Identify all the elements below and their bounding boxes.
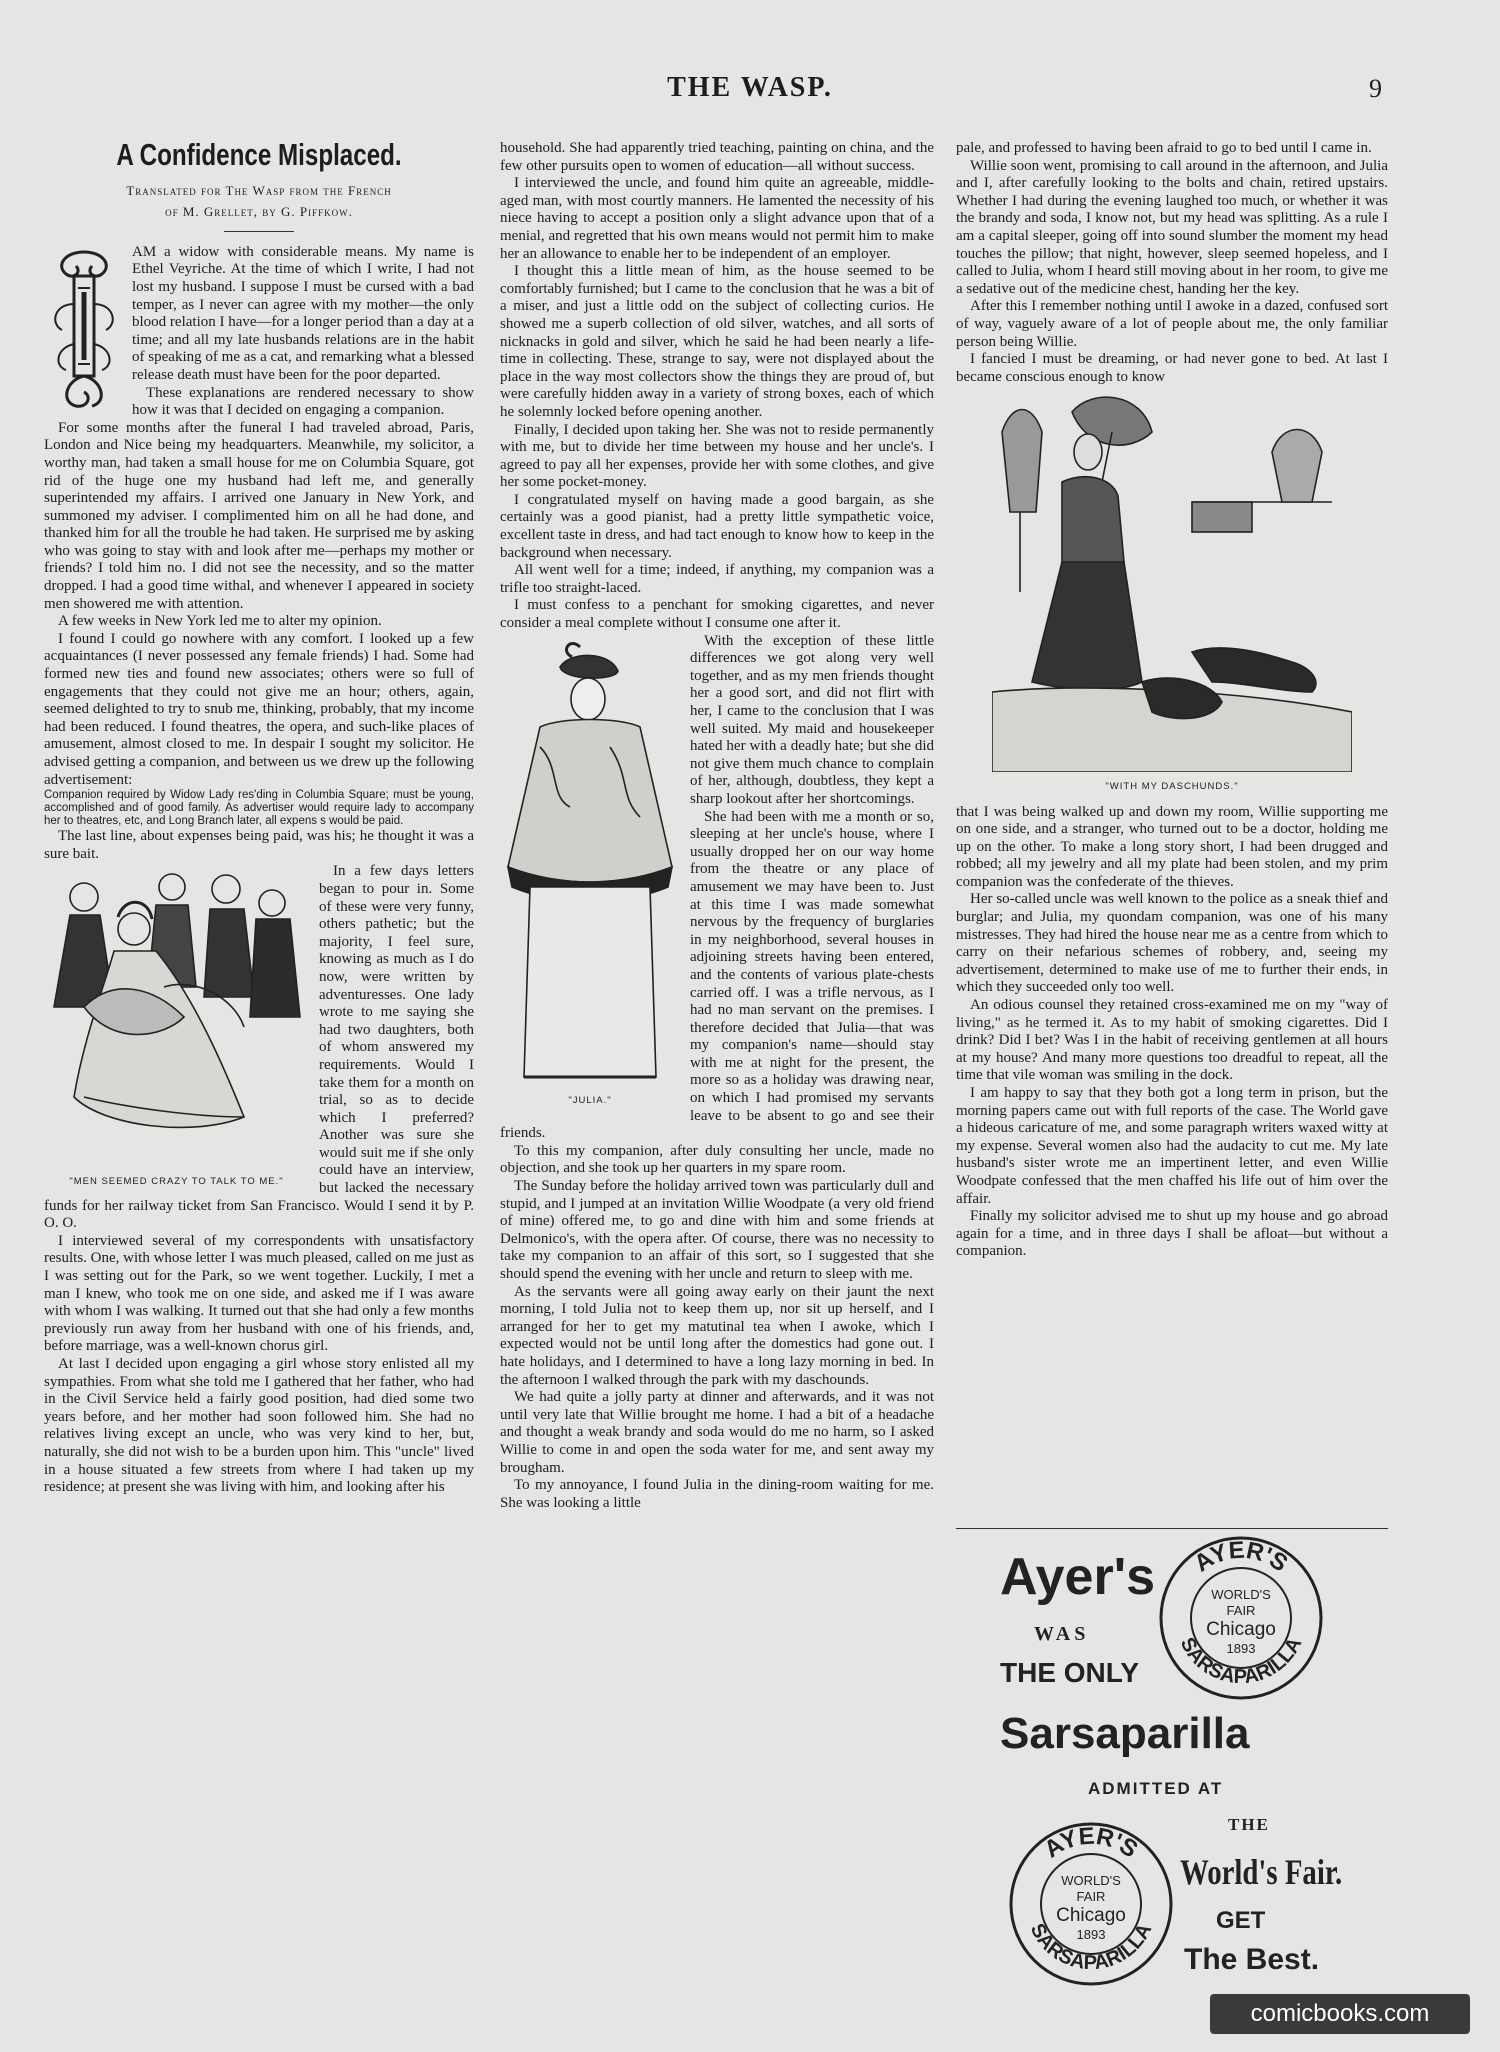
paragraph: After this I remember nothing until I awoke in a dazed, confused sort of way, vaguely aware of a lot of people about me, the only familiar person being Willie. [956,298,1388,350]
paragraph: For some months after the funeral I had traveled abroad, Paris, London and Nice being my headquarters. Meanwhile, my solicitor, a worthy man, had taken a small house for me on Columbia Square, got rid of the huge one my husband had left me, and generally superintended my affairs. I arrived one January in New York, and summoned my adviser. I complimented him on all he had done, and thanked him for all the trouble he had taken. He surprised me by asking who was going to stay with and look after me—perhaps my mother or friends? I told him no. I did not see the necessity, and so the matter dropped. I had a good time withal, and whenever I appeared in society men showered me with attention. [44,419,474,612]
illustration-lady-with-dogs [992,392,1352,772]
seal-2-bottom-text: SARSAPARILLA [1025,1919,1157,1975]
paragraph: To this my companion, after duly consulting her uncle, made no objection, and she took up her quarters in my spare room. [500,1142,934,1177]
ad-seal-top [1156,1533,1326,1703]
story-title: A Confidence Misplaced. [116,140,402,172]
advertisement-text: Companion required by Widow Lady res'ding in Columbia Square; must be young, accomplished and of good family. As advertiser would require lady to accompany her to theatres, etc, and Long Branch later, all expens s would be paid. [44,789,474,828]
svg-text:AYER'S [1189,1537,1292,1578]
illustration-men-crowd [44,867,309,1167]
seal-2-year: 1893 [1076,1927,1106,1942]
ad-the: THE [1228,1815,1270,1834]
seal-2-top-text: AYER'S [1039,1822,1143,1864]
ad-admitted-at: ADMITTED AT [1088,1779,1224,1798]
ayers-advertisement [956,1528,1388,1999]
paragraph: As the servants were all going away early on their jaunt the next morning, I told Julia not to keep them up, nor sit up herself, and I arranged for her to get my matutinal tea when I awoke, which I expected would not be until long after the domestics had gone out. I hate holidays, and I determined to have a long lazy morning in bed. In the afternoon I walked through the park with my daschounds. [500,1283,934,1388]
paragraph: I thought this a little mean of him, as the house seemed to be comfortably furnished; but I came to the conclusion that he was a bit of a miser, and just a little odd on the subject of collecting curios. He showed me a superb collection of old silver, watches, and all sorts of nicknacks in gold and silver, which he said he had been nearly a life-time in collecting. These, strange to say, were not displayed about the place in the way most collectors show the things they are proud of, but were carefully hidden away in a variety of strong boxes, each of which he solemnly locked before opening another. [500,263,934,420]
ad-worlds-fair: World's Fair. [1180,1852,1343,1892]
paragraph: pale, and professed to having been afraid to go to bed until I came in. [956,140,1372,156]
paragraph: In a few days letters began to pour in. Some of these were very funny, others pathetic; but the majority, I feel sure, knowing as much as I do now, were written by adventuresses. One lady wrote to me saying she had two daughters, both of whom answered my requirements. Would I take them for a month on trial, so as to decide which I preferred? Another was sure she would suit me if she only could have an interview, but lacked the necessary funds for her railway ticket from San Francisco. Would I send it by P. O. O. [44,863,474,1232]
seal-bottom-text: SARSAPARILLA [1175,1633,1307,1689]
ad-sarsaparilla: Sarsaparilla [1000,1709,1250,1758]
figure-julia [500,637,680,1110]
caption-men: "MEN SEEMED CRAZY TO TALK TO ME." [69,1175,284,1187]
paragraph: We had quite a jolly party at dinner and afterwards, and it was not until very late that Willie brought me home. I had a bit of a headache and thought a weak brandy and soda would do me no harm, so I asked Willie to come in and open the soda water for me, and sent away my brougham. [500,1389,934,1476]
paragraph: household. She had apparently tried teaching, painting on china, and the few other pursuits open to women of education—all without success. [500,140,934,174]
figure-daschunds [956,392,1388,795]
paragraph: I must confess to a penchant for smoking cigarettes, and never consider a meal complete without I consume one after it. [500,597,934,632]
col1b-paragraph-with-figure [44,863,474,1356]
seal-2-chicago: Chicago [1056,1905,1126,1926]
seal-2-fair: FAIR [1076,1889,1106,1904]
paragraph: I found I could go nowhere with any comfort. I looked up a few acquaintances (I never possessed any female friends) I had. Some had formed new ties and found new associates; others were so full of engagements that they could not give me an hour; others, again, seemed delighted to try to snub me, thinking, probably, that my income had been reduced. I found theatres, the opera, and such-like places of amusement, almost closed to me. In despair I sought my solicitor. He advised getting a companion, and between us we drew up the following advertisement: [44,630,474,788]
paragraph: These explanations are rendered necessary to show how it was that I decided on engaging a companion. [132,384,474,419]
page-number: 9 [1369,74,1382,103]
seal-worlds: WORLD'S [1211,1587,1271,1602]
seal-chicago: Chicago [1206,1619,1276,1640]
ad-seal-bottom [1006,1819,1176,1989]
seal-top-text: AYER'S [1189,1536,1293,1578]
ornamental-initial-i [44,244,124,414]
paragraph: To my annoyance, I found Julia in the dining-room waiting for me. She was looking a little [500,1477,934,1511]
illustration-julia [500,637,680,1087]
caption-daschunds: "WITH MY DASCHUNDS." [1105,780,1239,792]
paragraph: The Sunday before the holiday arrived town was particularly dull and stupid, and I jumped at an invitation Willie Woodpate (a very old friend of mine) offered me, to go and dine with him and some friends at Delmonico's, with the opera after. Of course, there was no necessity to take my companion to an affair of this sort, so I suggested that she should spend the evening with her uncle and return to sleep with me. [500,1178,934,1282]
title-rule [224,231,294,232]
seal-fair: FAIR [1226,1603,1256,1618]
paragraph: She had been with me a month or so, sleeping at her uncle's house, where I usually dropped her on our way home from the theatre or any place of amusement we may have been to. Just at this time I was made somewhat nervous by the frequency of burglaries in my neighborhood, several houses in adjoining streets having been entered, and the contents of various plate-chests carried off. I was a trifle nervous, as I had no man servant on the premises. I therefore decided that Julia—that was my companion's name—should stay with me at night for the present, the more so as a holiday was drawing near, on which I had promised my servants leave to be absent to go and see their friends. [500,808,934,1142]
ad-ayers: Ayer's [1000,1548,1155,1606]
svg-text:AYER'S [1039,1823,1142,1864]
byline-line-1: Translated for The Wasp from the French [126,182,392,198]
figure-men [44,867,309,1190]
paragraph: An odious counsel they retained cross-examined me on my "way of living," as he termed it. As to my habit of smoking cigarettes. Did I drink? Did I bet? Was I in the habit of receiving gentlemen at all hours at my house? And many more questions too dreadful to repeat, all the time that vile woman was smiling in the dock. [956,997,1388,1084]
paragraph: At last I decided upon engaging a girl whose story enlisted all my sympathies. From what she told me I gathered that her father, who had in the Civil Service held a fairly good position, had died some two years before, and her mother had soon followed him. She had no relatives living except an uncle, who was very kind to her, but, naturally, she did not wish to be a burden upon him. This "uncle" lived in a house situated a few streets from where I had taken up my residence; at present she was living with him, and looking after his [44,1356,474,1496]
paragraph: I interviewed the uncle, and found him quite an agreeable, middle-aged man, with most courtly manners. He lamented the necessity of his niece having to accept a position only a slight advance upon that of a menial, and regretted that his own means would not permit him to make her an allowance to enable her to be independent of an employer. [500,175,934,262]
paragraph: AM a widow with considerable means. My name is Ethel Veyriche. At the time of which I write, I had not lost my husband. I suppose I must be cursed with a bad temper, as I never can agree with my mother—the only blood relation I have—for a longer period than a day at a time; and all my late husbands relations are in the habit of speaking of me as a cat, and remarking what a blessed release death must have been for the poor departed. [132,243,474,383]
column-3 [956,140,1388,1530]
caption-julia: "JULIA." [568,1095,612,1107]
ad-get: GET [1216,1907,1266,1934]
site-watermark: comicbooks.com [1210,1994,1470,2034]
paragraph: that I was being walked up and down my room, Willie supporting me on one side, and a stranger, who turned out to be a doctor, holding me up on the other. To make a long story short, I had been drugged and robbed; all my jewelry and all my plate had been stolen, and my prim companion was the confederate of the thieves. [956,803,1388,890]
paragraph: I am happy to say that they both got a long term in prison, but the morning papers came out with full reports of the case. The World gave a hideous caricature of me, and some paragraph writers waxed witty at my expense. Several women also had the audacity to cut me. My late husband's sister wrote me an impertinent letter, and even Willie Woodpate confessed that the men chaffed his life out of him over the affair. [956,1085,1388,1207]
seal-2-worlds: WORLD'S [1061,1873,1121,1888]
running-head: THE WASP. [667,72,833,103]
paragraph: The last line, about expenses being paid, was his; he thought it was a sure bait. [44,828,474,862]
ad-was: WAS [1034,1623,1090,1645]
paragraph: A few weeks in New York led me to alter my opinion. [58,613,382,630]
seal-year: 1893 [1226,1641,1256,1656]
paragraph: Finally my solicitor advised me to shut up my house and go abroad again for a time, and in three days I shall be afloat—but without a companion. [956,1208,1388,1260]
paragraph: With the exception of these little differences we got along very well together, and as my men friends thought her a good sort, and did not flirt with her, I came to the conclusion that I was well suited. My maid and housekeeper hated her with a deadly hate; but she did not give them much chance to complain of her, although, doubtless, they kept a sharp lookout after her shortcomings. [690,632,934,807]
byline-line-2: of M. Grellet, by G. Piffkow. [165,204,353,220]
paragraph: I fancied I must be dreaming, or had never gone to bed. At last I became conscious enough to know [956,351,1388,385]
column-2 [500,140,934,2000]
paragraph: Her so-called uncle was well known to the police as a sneak thief and burglar; and Julia, my quondam companion, was one of his many mistresses. They had hired the house near me as a centre from which to carry on their nefarious schemes of robbery, and, seeing my advertisement, determined to make use of me to further their ends, in which they succeeded only too well. [956,891,1388,996]
paragraph: Willie soon went, promising to call around in the afternoon, and Julia and I, after carefully looking to the bolts and chain, retired upstairs. Whether I had during the evening laughed too much, or whether it was the brandy and soda, I know not, but my head was splitting. As a rule I am a capital sleeper, going off into sound slumber the moment my head touches the pillow; that night, however, sleep seemed hopeless, and I called to Julia, whom I heard still moving about in her room, to give me a sedative out of the medicine chest, handing her the key. [956,157,1388,297]
paragraph: I interviewed several of my correspondents with unsatisfactory results. One, with whose letter I was much pleased, called on me just as I was setting out for the Park, so we went together. Luckily, I met a man I knew, who took me on one side, and asked me if I was aware with whom I was walking. It turned out that she had only a few months previously run away from her husband with one of his friends, and, before marriage, was a well-known chorus girl. [44,1232,474,1355]
paragraph: All went well for a time; indeed, if anything, my companion was a trifle too straight-laced. [500,562,934,596]
column-1 [44,140,474,2000]
paragraph: I congratulated myself on having made a good bargain, as she certainly was a good pianist, had a pretty little sympathetic voice, excellent taste in dress, and had tact enough to know how to keep in the background when necessary. [500,491,934,561]
paragraph: Finally, I decided upon taking her. She was not to reside permanently with me, but to divide her time between my house and her uncle's. I agreed to pay all her expenses, provide her with some clothes, and give her some pocket-money. [500,421,934,491]
ad-the-best: The Best. [1184,1943,1320,1976]
ad-the-only: THE ONLY [1000,1657,1139,1688]
